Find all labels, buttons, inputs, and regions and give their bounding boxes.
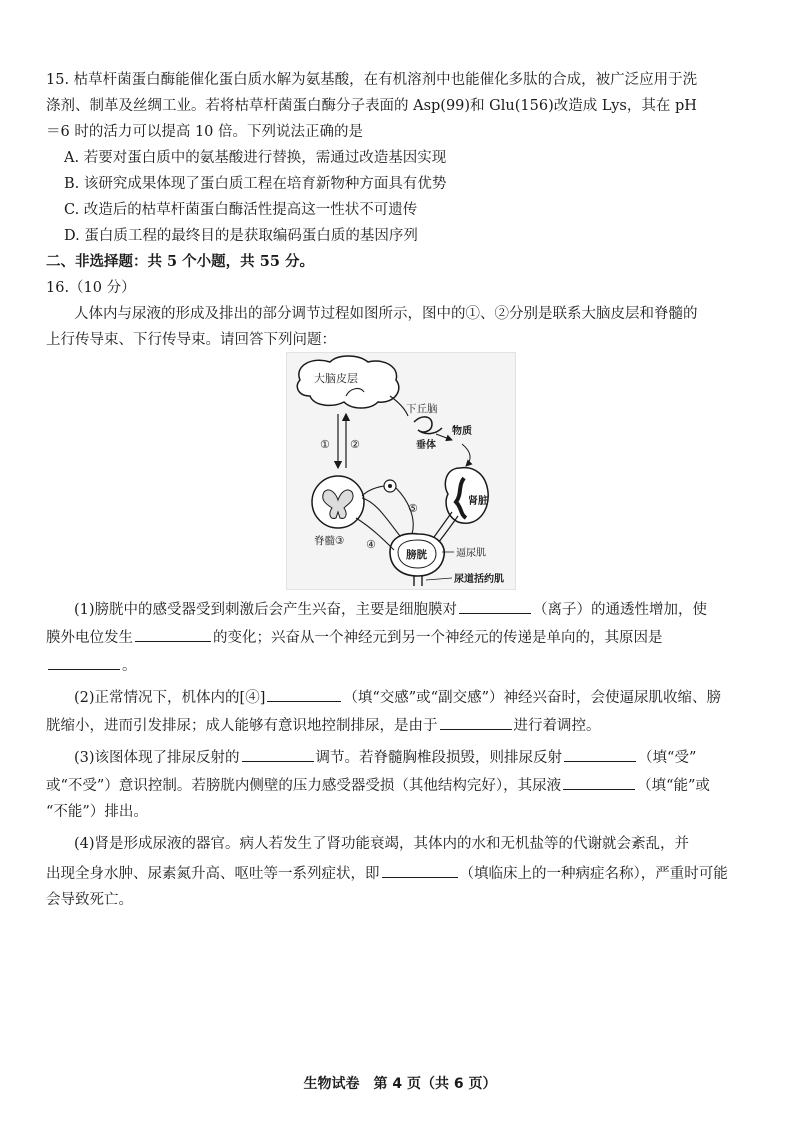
diagram-svg xyxy=(286,352,516,590)
label-hypothalamus: 下丘脑 xyxy=(406,403,438,415)
q16-part4-line-1: (4)肾是形成尿液的器官。病人若发生了肾功能衰竭，其体内的水和无机盐等的代谢就会紊乱，并 xyxy=(74,836,690,852)
q16-intro-line-1: 人体内与尿液的形成及排出的部分调节过程如图所示，图中的①、②分别是联系大脑皮层和脊髓的 xyxy=(74,306,698,322)
page-footer: 生物试卷 第 4 页（共 6 页） xyxy=(303,1076,497,1092)
answer-blank-potential[interactable] xyxy=(135,626,211,642)
label-bladder: 膀胱 xyxy=(406,549,427,561)
section-heading: 二、非选择题：共 5 个小题，共 55 分。 xyxy=(46,253,314,270)
q15-option-c: C. 改造后的枯草杆菌蛋白酶活性提高这一性状不可遗传 xyxy=(64,202,418,218)
q16-header: 16.（10 分） xyxy=(46,280,136,296)
q16-part1-text-e: 。 xyxy=(122,658,137,674)
q16-part3-line-3: “不能”）排出。 xyxy=(46,804,148,820)
label-pituitary: 垂体 xyxy=(416,440,436,451)
label-detrusor: 逼尿肌 xyxy=(456,548,486,559)
q16-part3-text-e: （填“能”或 xyxy=(637,778,710,794)
label-pathway-4: ④ xyxy=(366,538,376,551)
label-spinal-cord: 脊髓③ xyxy=(314,535,345,547)
label-sphincter: 尿道括约肌 xyxy=(454,574,504,585)
answer-blank-control[interactable] xyxy=(440,714,512,730)
q16-part1-line-2 xyxy=(46,626,758,648)
label-tract-1: ① xyxy=(320,438,330,451)
q16-part3-line-1 xyxy=(74,746,758,768)
q16-part2-text-a: (2)正常情况下，机体内的[④] xyxy=(74,690,266,706)
q16-part1-line-3 xyxy=(46,654,758,676)
q15-stem-line-1: 15. 枯草杆菌蛋白酶能催化蛋白质水解为氨基酸，在有机溶剂中也能催化多肽的合成，被广泛应用于洗 xyxy=(46,72,698,88)
q16-part4-line-3: 会导致死亡。 xyxy=(46,892,133,908)
answer-blank-nerve-type[interactable] xyxy=(267,686,341,702)
q16-part3-text-d: 或“不受”）意识控制。若膀胱内侧壁的压力感受器受损（其他结构完好），其尿液 xyxy=(46,778,562,794)
answer-blank-discharge[interactable] xyxy=(563,774,635,790)
urination-regulation-diagram xyxy=(286,352,516,590)
q16-part2-text-c: 胱缩小，进而引发排尿；成人能够有意识地控制排尿，是由于 xyxy=(46,718,438,734)
label-pathway-5: ⑤ xyxy=(408,502,418,515)
q16-part1-text-a: (1)膀胱中的感受器受到刺激后会产生兴奋，主要是细胞膜对 xyxy=(74,602,458,618)
answer-blank-regulation[interactable] xyxy=(242,746,314,762)
label-kidney: 肾脏 xyxy=(468,496,488,507)
q16-intro-line-2: 上行传导束、下行传导束。请回答下列问题： xyxy=(46,332,336,348)
q16-part4-text-b: 出现全身水肿、尿素氮升高、呕吐等一系列症状，即 xyxy=(46,866,380,882)
q16-part3-text-b: 调节。若脊髓胸椎段损毁，则排尿反射 xyxy=(315,750,563,766)
q16-part1-text-b: （离子）的通透性增加，使 xyxy=(533,602,708,618)
answer-blank-disease[interactable] xyxy=(382,862,458,878)
q15-stem-line-3: ＝6 时的活力可以提高 10 倍。下列说法正确的是 xyxy=(46,124,364,140)
q16-part2-line-1 xyxy=(74,686,758,708)
q16-part4-line-2 xyxy=(46,862,758,884)
q16-part3-text-a: (3)该图体现了排尿反射的 xyxy=(74,750,240,766)
q16-part3-line-2 xyxy=(46,774,758,796)
q15-stem-line-2: 涤剂、制革及丝绸工业。若将枯草杆菌蛋白酶分子表面的 Asp(99)和 Glu(156)改造成 Lys，其在 pH xyxy=(46,98,697,114)
q16-part2-text-b: （填“交感”或“副交感”）神经兴奋时，会使逼尿肌收缩、膀 xyxy=(343,690,722,706)
q16-part1-text-d: 的变化；兴奋从一个神经元到另一个神经元的传递是单向的，其原因是 xyxy=(213,630,663,646)
q16-part4-text-c: （填临床上的一种病症名称），严重时可能 xyxy=(459,866,728,882)
q15-option-b: B. 该研究成果体现了蛋白质工程在培育新物种方面具有优势 xyxy=(64,176,447,192)
label-tract-2: ② xyxy=(350,438,360,451)
q16-part1-line-1 xyxy=(74,598,758,620)
answer-blank-reason[interactable] xyxy=(48,654,120,670)
q16-part3-text-c: （填“受” xyxy=(638,750,697,766)
q16-part2-line-2 xyxy=(46,714,758,736)
q16-part2-text-d: 进行着调控。 xyxy=(513,718,601,734)
q15-option-d: D. 蛋白质工程的最终目的是获取编码蛋白质的基因序列 xyxy=(64,228,418,244)
label-substance: 物质 xyxy=(452,426,472,437)
label-cerebral-cortex: 大脑皮层 xyxy=(314,372,358,385)
answer-blank-conscious-control[interactable] xyxy=(564,746,636,762)
answer-blank-ion[interactable] xyxy=(459,598,531,614)
q15-option-a: A. 若要对蛋白质中的氨基酸进行替换，需通过改造基因实现 xyxy=(64,150,447,166)
ganglion-nucleus xyxy=(388,484,392,488)
q16-part1-text-c: 膜外电位发生 xyxy=(46,630,133,646)
